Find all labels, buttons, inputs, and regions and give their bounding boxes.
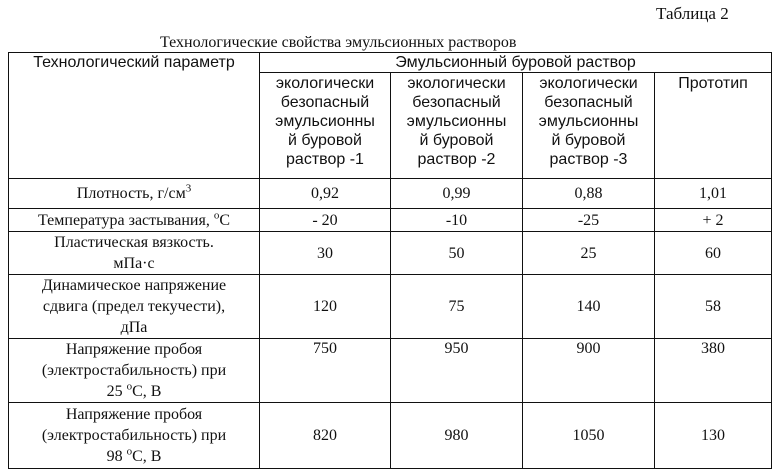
value-cell: 25	[523, 232, 655, 275]
value-cell: 900	[523, 339, 655, 403]
column-header-2: экологически безопасный эмульсионны й буровой раствор -2	[391, 73, 523, 179]
param-density: Плотность, $г/см^3$	[9, 179, 260, 209]
value-cell: 140	[523, 275, 655, 339]
table-row	[9, 339, 772, 403]
param-breakdown-voltage-25: Напряжение пробоя (электростабильность) при 25 $^о$С, В	[9, 339, 260, 403]
value-cell: 1,01	[655, 179, 772, 209]
value-cell: + 2	[655, 209, 772, 232]
column-header-3: экологически безопасный эмульсионны й буровой раствор -3	[523, 73, 655, 179]
value-cell: 950	[391, 339, 523, 403]
value-cell: 30	[260, 232, 391, 275]
group-header: Эмульсионный буровой раствор	[260, 53, 772, 73]
value-cell: -25	[523, 209, 655, 232]
value-cell: 980	[391, 403, 523, 469]
table-row	[9, 179, 772, 209]
value-cell: 58	[655, 275, 772, 339]
table-row	[9, 232, 772, 275]
table-caption: Технологические свойства эмульсионных растворов	[160, 34, 517, 51]
value-cell: 380	[655, 339, 772, 403]
value-cell: 0,88	[523, 179, 655, 209]
value-cell: 75	[391, 275, 523, 339]
properties-table	[8, 52, 772, 469]
value-cell: 820	[260, 403, 391, 469]
param-pour-point: Температура застывания, $^о$С	[9, 209, 260, 232]
value-cell: - 20	[260, 209, 391, 232]
value-cell: 0,92	[260, 179, 391, 209]
column-header-prototype: Прототип	[655, 73, 772, 179]
param-plastic-viscosity: Пластическая вязкость. мПа·с	[9, 232, 260, 275]
param-yield-point: Динамическое напряжение сдвига (предел текучести), дПа	[9, 275, 260, 339]
value-cell: -10	[391, 209, 523, 232]
value-cell: 50	[391, 232, 523, 275]
param-breakdown-voltage-98: Напряжение пробоя (электростабильность) при 98 $^о$С, В	[9, 403, 260, 469]
param-column-header: Технологический параметр	[9, 53, 260, 179]
table-row	[9, 403, 772, 469]
value-cell: 120	[260, 275, 391, 339]
value-cell: 60	[655, 232, 772, 275]
table-row	[9, 209, 772, 232]
value-cell: 1050	[523, 403, 655, 469]
table-row	[9, 275, 772, 339]
value-cell: 130	[655, 403, 772, 469]
value-cell: 0,99	[391, 179, 523, 209]
value-cell: 750	[260, 339, 391, 403]
table-number: Таблица 2	[656, 4, 729, 23]
column-header-1: экологически безопасный эмульсионны й буровой раствор -1	[260, 73, 391, 179]
